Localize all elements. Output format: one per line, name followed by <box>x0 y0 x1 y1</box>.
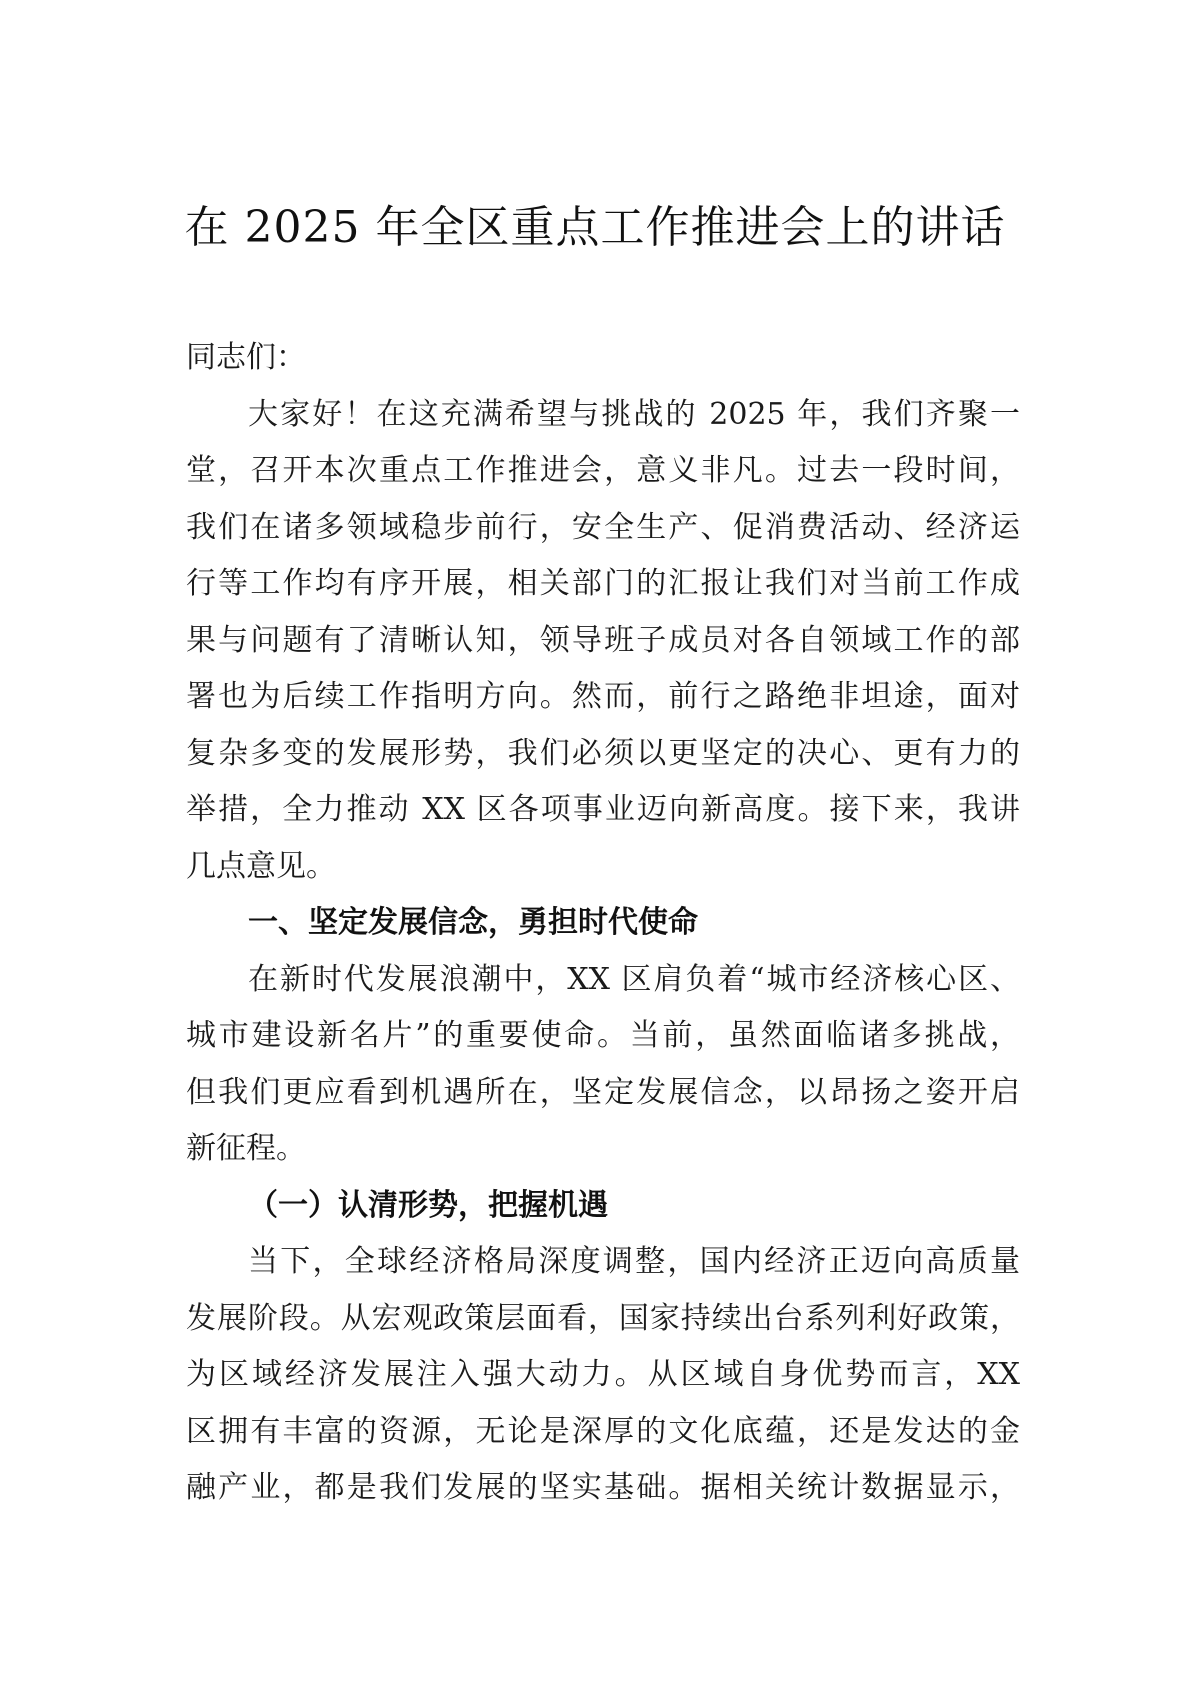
paragraph-line: 发展阶段。从宏观政策层面看，国家持续出台系列利好政策， <box>186 1300 1020 1336</box>
paragraph-line: 大家好！在这充满希望与挑战的 2025 年，我们齐聚一 <box>248 396 1020 432</box>
paragraph-line: 果与问题有了清晰认知，领导班子成员对各自领域工作的部 <box>186 622 1020 658</box>
paragraph-line: 在新时代发展浪潮中，XX 区肩负着“城市经济核心区、 <box>248 961 1020 997</box>
paragraph-line: 但我们更应看到机遇所在，坚定发展信念，以昂扬之姿开启 <box>186 1074 1020 1110</box>
paragraph-line: 举措，全力推动 XX 区各项事业迈向新高度。接下来，我讲 <box>186 792 1020 827</box>
paragraph-line: 新征程。 <box>186 1131 306 1166</box>
section-heading: 一、坚定发展信念，勇担时代使命 <box>248 905 698 940</box>
paragraph-line: 复杂多变的发展形势，我们必须以更坚定的决心、更有力的 <box>186 735 1020 771</box>
paragraph-line: 行等工作均有序开展，相关部门的汇报让我们对当前工作成 <box>186 566 1020 601</box>
paragraph-line: 几点意见。 <box>186 848 336 884</box>
document-body <box>186 330 1020 1517</box>
paragraph-line: 我们在诸多领域稳步前行，安全生产、促消费活动、经济运 <box>186 509 1020 545</box>
paragraph-line: 城市建设新名片”的重要使命。当前，虽然面临诸多挑战， <box>186 1018 1020 1053</box>
salutation: 同志们： <box>186 340 306 375</box>
paragraph-line: 堂，召开本次重点工作推进会，意义非凡。过去一段时间， <box>186 453 1020 488</box>
paragraph-line: 当下，全球经济格局深度调整，国内经济正迈向高质量 <box>248 1244 1020 1279</box>
paragraph-line: 署也为后续工作指明方向。然而，前行之路绝非坦途，面对 <box>186 679 1020 714</box>
paragraph-line: 区拥有丰富的资源，无论是深厚的文化底蕴，还是发达的金 <box>186 1413 1020 1449</box>
subsection-heading: （一）认清形势，把握机遇 <box>248 1187 608 1223</box>
paragraph-line: 为区域经济发展注入强大动力。从区域自身优势而言，XX <box>186 1357 1020 1392</box>
document-title: 在 2025 年全区重点工作推进会上的讲话 <box>184 202 1006 253</box>
paragraph-line: 融产业，都是我们发展的坚实基础。据相关统计数据显示， <box>186 1470 1020 1505</box>
